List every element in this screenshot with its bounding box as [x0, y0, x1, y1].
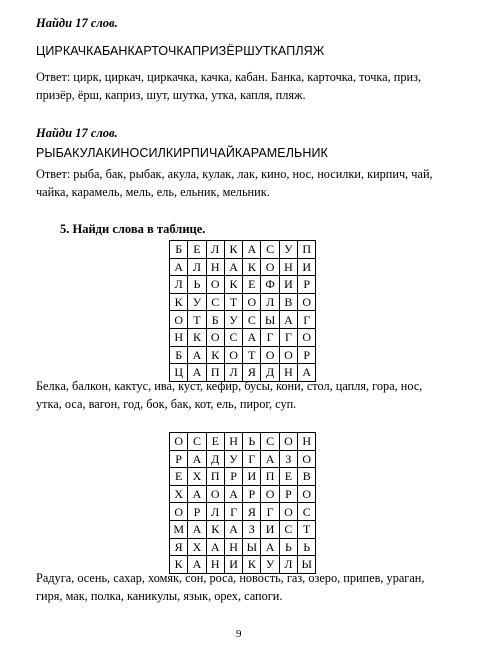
grid-cell: Р: [279, 485, 297, 503]
grid-cell: А: [298, 364, 316, 382]
grid2-word-list-line1: Радуга, осень, сахар, хомяк, сон, роса, новость, газ, озеро, припев, ураган,: [36, 571, 425, 585]
grid-cell: О: [206, 485, 224, 503]
grid-cell: Н: [170, 328, 188, 346]
grid-cell: Н: [279, 258, 297, 276]
grid-cell: Ы: [298, 556, 316, 574]
grid-row: [170, 311, 316, 329]
grid-cell: Ь: [279, 538, 297, 556]
grid-cell: О: [279, 433, 297, 451]
grid-cell: Ц: [170, 364, 188, 382]
grid-cell: С: [243, 311, 261, 329]
grid-cell: Т: [243, 346, 261, 364]
section1-answer-line1: Ответ: цирк, циркач, циркачка, качка, кабан. Банка, карточка, точка, приз,: [36, 70, 422, 84]
grid-cell: П: [298, 241, 316, 259]
section2-answer-line1: Ответ: рыба, бак, рыбак, акула, кулак, лак, кино, нос, носилки, кирпич, чай,: [36, 167, 433, 181]
grid-cell: А: [188, 450, 206, 468]
grid-cell: Ь: [243, 433, 261, 451]
grid-cell: А: [224, 485, 242, 503]
grid-cell: Т: [224, 293, 242, 311]
grid-cell: Х: [170, 485, 188, 503]
grid-cell: О: [243, 293, 261, 311]
grid-cell: О: [298, 328, 316, 346]
grid-cell: К: [188, 328, 206, 346]
grid-cell: О: [170, 311, 188, 329]
grid-cell: И: [279, 276, 297, 294]
grid-row: [170, 468, 316, 486]
grid-cell: Е: [279, 468, 297, 486]
grid-cell: А: [261, 538, 279, 556]
grid-cell: О: [224, 346, 242, 364]
grid-cell: А: [188, 346, 206, 364]
grid-cell: Н: [224, 433, 242, 451]
grid-cell: О: [279, 346, 297, 364]
grid-cell: Л: [188, 258, 206, 276]
grid-cell: Ф: [261, 276, 279, 294]
grid-cell: А: [170, 258, 188, 276]
grid-row: [170, 520, 316, 538]
word-grid-2: [169, 432, 316, 574]
grid-cell: Т: [188, 311, 206, 329]
grid-row: [170, 346, 316, 364]
grid-cell: Ы: [243, 538, 261, 556]
grid-cell: З: [279, 450, 297, 468]
grid-cell: Ь: [298, 538, 316, 556]
grid-cell: Б: [206, 311, 224, 329]
grid-cell: А: [188, 485, 206, 503]
grid-cell: А: [188, 520, 206, 538]
grid1-word-list: [36, 377, 446, 413]
grid-cell: Н: [279, 364, 297, 382]
grid-cell: Н: [206, 258, 224, 276]
grid-cell: А: [224, 258, 242, 276]
grid-cell: В: [279, 293, 297, 311]
task5-title: 5. Найди слова в таблице.: [60, 222, 206, 236]
grid-cell: А: [188, 364, 206, 382]
grid-cell: Р: [170, 450, 188, 468]
grid-cell: Л: [170, 276, 188, 294]
grid-cell: Х: [188, 468, 206, 486]
grid-cell: Я: [243, 364, 261, 382]
grid-cell: Л: [206, 241, 224, 259]
grid-cell: Р: [243, 485, 261, 503]
grid-cell: Е: [170, 468, 188, 486]
grid-cell: Ь: [188, 276, 206, 294]
grid-cell: Г: [279, 328, 297, 346]
grid-cell: Л: [261, 293, 279, 311]
grid-cell: П: [206, 468, 224, 486]
grid-cell: П: [206, 364, 224, 382]
grid-cell: О: [298, 450, 316, 468]
grid-row: [170, 503, 316, 521]
grid-cell: О: [170, 433, 188, 451]
section2-heading: Найди 17 слов.: [36, 126, 118, 140]
word-grid-1: [169, 240, 316, 382]
grid-cell: С: [261, 433, 279, 451]
grid-cell: У: [224, 311, 242, 329]
grid-cell: О: [298, 293, 316, 311]
grid-cell: С: [206, 293, 224, 311]
grid-cell: С: [298, 503, 316, 521]
grid-cell: Б: [170, 241, 188, 259]
grid-cell: А: [243, 328, 261, 346]
grid-cell: К: [224, 241, 242, 259]
grid-cell: Р: [188, 503, 206, 521]
grid-cell: О: [261, 346, 279, 364]
grid-cell: У: [261, 556, 279, 574]
grid-cell: О: [261, 258, 279, 276]
grid-cell: Д: [206, 450, 224, 468]
grid1-word-list-line1: Белка, балкон, кактус, ива, куст, кефир, бусы, кони, стол, цапля, гора, нос,: [36, 379, 423, 393]
grid-cell: Х: [188, 538, 206, 556]
section1-letter-sequence: ЦИРКАЧКАБАНКАРТОЧКАПРИЗЁРШУТКАПЛЯЖ: [36, 44, 325, 58]
grid-row: [170, 433, 316, 451]
grid-row: [170, 241, 316, 259]
grid-cell: К: [206, 520, 224, 538]
grid-cell: С: [279, 520, 297, 538]
grid-cell: Я: [243, 503, 261, 521]
grid-cell: Л: [279, 556, 297, 574]
grid-cell: О: [170, 503, 188, 521]
section2-letter-sequence: РЫБАКУЛАКИНОСИЛКИРПИЧАЙКАРАМЕЛЬНИК: [36, 146, 328, 160]
grid-cell: У: [224, 450, 242, 468]
grid-cell: О: [279, 503, 297, 521]
grid-cell: А: [261, 450, 279, 468]
section1-answer-line2: призёр, ёрш, каприз, шут, шутка, утка, капля, пляж.: [36, 88, 306, 102]
grid-cell: К: [170, 556, 188, 574]
grid-cell: К: [243, 258, 261, 276]
grid2-word-list: [36, 569, 446, 605]
grid-cell: У: [188, 293, 206, 311]
grid-cell: О: [206, 328, 224, 346]
grid-cell: И: [261, 520, 279, 538]
grid-row: [170, 328, 316, 346]
grid-cell: В: [298, 468, 316, 486]
grid-cell: Л: [206, 503, 224, 521]
section1-heading: Найди 17 слов.: [36, 16, 118, 30]
page-number: 9: [236, 628, 242, 640]
grid-cell: К: [170, 293, 188, 311]
grid-cell: А: [188, 556, 206, 574]
grid-cell: Ы: [261, 311, 279, 329]
grid-row: [170, 258, 316, 276]
grid-cell: Е: [206, 433, 224, 451]
grid-cell: А: [243, 241, 261, 259]
grid-cell: З: [243, 520, 261, 538]
grid-cell: Р: [298, 346, 316, 364]
grid-cell: Г: [243, 450, 261, 468]
grid-cell: И: [224, 556, 242, 574]
section2-answer: [36, 165, 446, 201]
grid-cell: К: [243, 556, 261, 574]
grid-cell: Г: [298, 311, 316, 329]
grid-row: [170, 450, 316, 468]
grid-cell: А: [224, 520, 242, 538]
grid-cell: Я: [170, 538, 188, 556]
grid-cell: С: [224, 328, 242, 346]
grid-row: [170, 293, 316, 311]
grid-cell: С: [261, 241, 279, 259]
grid-cell: М: [170, 520, 188, 538]
grid-cell: Н: [206, 556, 224, 574]
grid-cell: П: [261, 468, 279, 486]
grid-cell: К: [224, 276, 242, 294]
grid-cell: И: [243, 468, 261, 486]
grid-cell: К: [206, 346, 224, 364]
section1-answer: [36, 68, 446, 104]
grid-row: [170, 538, 316, 556]
grid-cell: Л: [224, 364, 242, 382]
grid-cell: Т: [298, 520, 316, 538]
grid-cell: Е: [188, 241, 206, 259]
grid-cell: У: [279, 241, 297, 259]
grid1-word-list-line2: утка, оса, вагон, год, бок, бак, кот, ель, пирог, суп.: [36, 397, 297, 411]
grid-row: [170, 485, 316, 503]
grid-cell: Г: [261, 503, 279, 521]
grid-cell: Е: [243, 276, 261, 294]
grid-cell: О: [298, 485, 316, 503]
grid-cell: Н: [298, 433, 316, 451]
grid-cell: Р: [298, 276, 316, 294]
grid-cell: С: [188, 433, 206, 451]
grid-cell: Г: [261, 328, 279, 346]
grid-row: [170, 276, 316, 294]
grid-cell: О: [206, 276, 224, 294]
grid-cell: Б: [170, 346, 188, 364]
grid2-word-list-line2: гиря, мак, полка, каникулы, язык, орех, сапоги.: [36, 589, 283, 603]
grid-cell: И: [298, 258, 316, 276]
grid-cell: А: [206, 538, 224, 556]
section2-answer-line2: чайка, карамель, мель, ель, ельник, мельник.: [36, 185, 270, 199]
grid-cell: Н: [224, 538, 242, 556]
grid-cell: О: [261, 485, 279, 503]
grid-cell: Р: [224, 468, 242, 486]
grid-cell: Д: [261, 364, 279, 382]
grid-cell: А: [279, 311, 297, 329]
grid-cell: Г: [224, 503, 242, 521]
